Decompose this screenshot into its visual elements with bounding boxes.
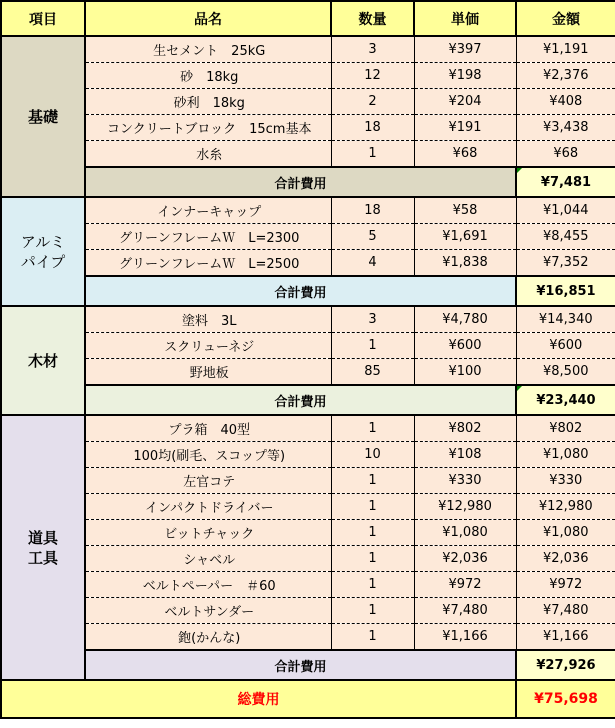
item-name: 塗料 3L — [85, 306, 331, 333]
item-amount: ¥408 — [516, 89, 615, 115]
item-price: ¥100 — [414, 359, 516, 386]
subtotal-label: 合計費用 — [85, 276, 516, 306]
header-unit-price: 単価 — [414, 1, 516, 36]
item-amount: ¥600 — [516, 333, 615, 359]
item-name: ベルトペーパー ＃60 — [85, 572, 331, 598]
item-name: 生セメント 25kG — [85, 36, 331, 63]
item-name: スクリューネジ — [85, 333, 331, 359]
item-qty: 1 — [331, 333, 414, 359]
subtotal-value: ¥16,851 — [536, 283, 596, 299]
grand-total-amount: ¥75,698 — [516, 680, 615, 718]
item-amount: ¥12,980 — [516, 494, 615, 520]
table-row — [1, 224, 615, 250]
table-row — [1, 89, 615, 115]
category-label-line2: 工具 — [27, 548, 58, 567]
table-row — [1, 546, 615, 572]
category-mokuzai — [1, 306, 85, 415]
item-qty: 10 — [331, 442, 414, 468]
table-row — [1, 115, 615, 141]
table-row — [1, 359, 615, 386]
item-amount: ¥68 — [516, 141, 615, 168]
subtotal-amount — [516, 167, 615, 197]
item-price: ¥1,838 — [414, 250, 516, 277]
item-qty: 1 — [331, 415, 414, 442]
comment-marker-icon — [517, 168, 522, 173]
table-row — [1, 250, 615, 277]
item-name: 砂利 18kg — [85, 89, 331, 115]
item-amount: ¥1,044 — [516, 197, 615, 224]
item-amount: ¥7,352 — [516, 250, 615, 277]
item-name: 野地板 — [85, 359, 331, 386]
grand-total-label: 総費用 — [1, 680, 516, 718]
item-price: ¥7,480 — [414, 598, 516, 624]
item-qty: 12 — [331, 63, 414, 89]
item-price: ¥1,691 — [414, 224, 516, 250]
item-name: 水糸 — [85, 141, 331, 168]
item-amount: ¥8,500 — [516, 359, 615, 386]
grand-total-row — [1, 680, 615, 718]
subtotal-value: ¥23,440 — [536, 392, 596, 408]
table-row — [1, 598, 615, 624]
category-label: 木材 — [27, 351, 58, 370]
item-price: ¥108 — [414, 442, 516, 468]
item-name: 鉋(かんな) — [85, 624, 331, 651]
item-qty: 18 — [331, 197, 414, 224]
subtotal-label: 合計費用 — [85, 650, 516, 680]
table-row — [1, 520, 615, 546]
table-row — [1, 468, 615, 494]
item-name: インパクトドライバー — [85, 494, 331, 520]
table-row — [1, 63, 615, 89]
item-amount: ¥330 — [516, 468, 615, 494]
item-qty: 4 — [331, 250, 414, 277]
item-qty: 1 — [331, 598, 414, 624]
item-price: ¥600 — [414, 333, 516, 359]
item-price: ¥4,780 — [414, 306, 516, 333]
item-amount: ¥972 — [516, 572, 615, 598]
item-amount: ¥802 — [516, 415, 615, 442]
table-row — [1, 197, 615, 224]
table-row — [1, 36, 615, 63]
table-row — [1, 624, 615, 651]
subtotal-row — [1, 650, 615, 680]
item-qty: 3 — [331, 306, 414, 333]
item-price: ¥397 — [414, 36, 516, 63]
item-name: 砂 18kg — [85, 63, 331, 89]
item-qty: 85 — [331, 359, 414, 386]
subtotal-amount — [516, 650, 615, 680]
table-row — [1, 141, 615, 168]
item-qty: 3 — [331, 36, 414, 63]
subtotal-value: ¥7,481 — [540, 174, 592, 190]
subtotal-value: ¥27,926 — [536, 657, 596, 673]
item-name: プラ箱 40型 — [85, 415, 331, 442]
subtotal-label: 合計費用 — [85, 167, 516, 197]
item-price: ¥1,080 — [414, 520, 516, 546]
item-name: グリーンフレームＷ L=2500 — [85, 250, 331, 277]
table-row — [1, 494, 615, 520]
category-label-line1: 道具 — [27, 528, 58, 547]
item-amount: ¥1,191 — [516, 36, 615, 63]
item-price: ¥2,036 — [414, 546, 516, 572]
header-qty: 数量 — [331, 1, 414, 36]
table-row — [1, 572, 615, 598]
item-name: インナーキャップ — [85, 197, 331, 224]
table-row — [1, 333, 615, 359]
item-price: ¥198 — [414, 63, 516, 89]
category-label: 基礎 — [27, 107, 58, 126]
subtotal-row — [1, 167, 615, 197]
subtotal-label: 合計費用 — [85, 385, 516, 415]
item-price: ¥204 — [414, 89, 516, 115]
header-name: 品名 — [85, 1, 331, 36]
category-alumi — [1, 197, 85, 306]
item-name: 左官コテ — [85, 468, 331, 494]
item-amount: ¥2,376 — [516, 63, 615, 89]
item-price: ¥58 — [414, 197, 516, 224]
item-qty: 1 — [331, 520, 414, 546]
category-label-line1: アルミ — [20, 232, 66, 251]
item-qty: 1 — [331, 546, 414, 572]
item-qty: 18 — [331, 115, 414, 141]
item-price: ¥68 — [414, 141, 516, 168]
item-price: ¥191 — [414, 115, 516, 141]
item-qty: 1 — [331, 494, 414, 520]
item-name: ビットチャック — [85, 520, 331, 546]
section-kiso — [1, 36, 615, 197]
section-mokuzai — [1, 306, 615, 415]
item-price: ¥1,166 — [414, 624, 516, 651]
item-qty: 5 — [331, 224, 414, 250]
header-category: 項目 — [1, 1, 85, 36]
subtotal-row — [1, 385, 615, 415]
item-qty: 1 — [331, 468, 414, 494]
item-amount: ¥2,036 — [516, 546, 615, 572]
item-amount: ¥7,480 — [516, 598, 615, 624]
item-amount: ¥1,080 — [516, 520, 615, 546]
table-row — [1, 442, 615, 468]
table-row — [1, 306, 615, 333]
header-row — [1, 1, 615, 36]
item-price: ¥802 — [414, 415, 516, 442]
subtotal-row — [1, 276, 615, 306]
subtotal-amount — [516, 276, 615, 306]
table-row — [1, 415, 615, 442]
item-amount: ¥14,340 — [516, 306, 615, 333]
item-price: ¥330 — [414, 468, 516, 494]
item-price: ¥12,980 — [414, 494, 516, 520]
category-dougu — [1, 415, 85, 680]
item-qty: 1 — [331, 572, 414, 598]
item-name: シャベル — [85, 546, 331, 572]
item-qty: 1 — [331, 141, 414, 168]
item-qty: 2 — [331, 89, 414, 115]
section-alumi — [1, 197, 615, 306]
item-name: ベルトサンダー — [85, 598, 331, 624]
category-label-line2: パイプ — [20, 252, 66, 271]
item-name: グリーンフレームＷ L=2300 — [85, 224, 331, 250]
item-qty: 1 — [331, 624, 414, 651]
item-name: コンクリートブロック 15cm基本 — [85, 115, 331, 141]
section-dougu — [1, 415, 615, 680]
item-amount: ¥1,080 — [516, 442, 615, 468]
item-amount: ¥1,166 — [516, 624, 615, 651]
item-name: 100均(刷毛、スコップ等) — [85, 442, 331, 468]
subtotal-amount — [516, 385, 615, 415]
item-price: ¥972 — [414, 572, 516, 598]
item-amount: ¥3,438 — [516, 115, 615, 141]
header-amount: 金額 — [516, 1, 615, 36]
category-kiso — [1, 36, 85, 197]
comment-marker-icon — [517, 386, 522, 391]
item-amount: ¥8,455 — [516, 224, 615, 250]
